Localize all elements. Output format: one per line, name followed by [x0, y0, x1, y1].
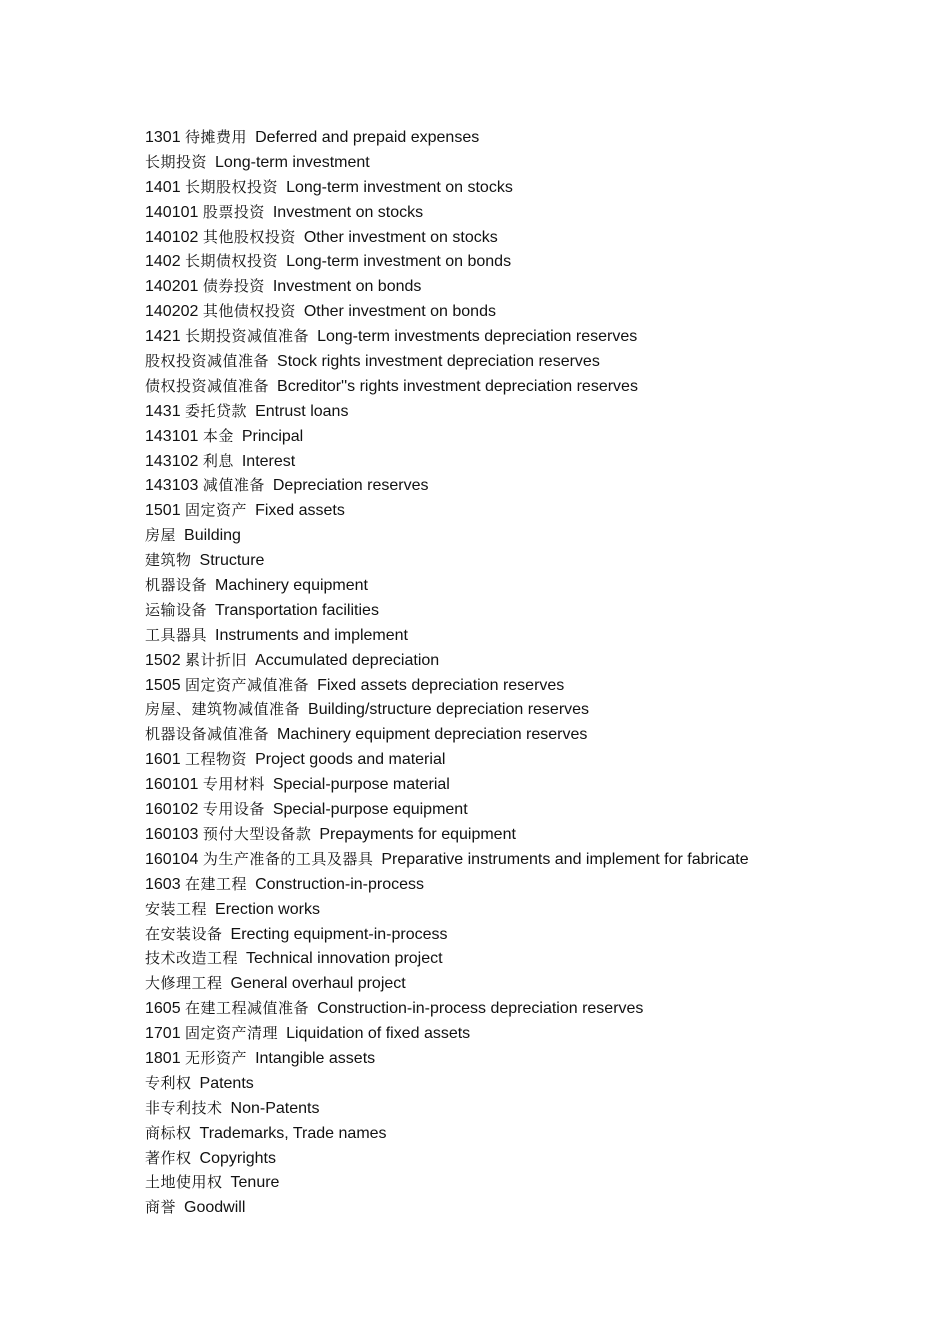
- account-name-english: Other investment on bonds: [303, 303, 496, 321]
- account-name-chinese: 工具器具: [145, 625, 208, 644]
- account-name-chinese: 固定资产: [185, 501, 248, 520]
- account-entry: [145, 324, 925, 349]
- account-entry: [145, 722, 925, 747]
- account-entry: [145, 1170, 925, 1195]
- account-name-english: Technical innovation project: [246, 950, 443, 968]
- account-entry: [145, 349, 925, 374]
- account-entry: [145, 523, 925, 548]
- account-name-english: Investment on bonds: [272, 278, 422, 296]
- account-name-english: Interest: [241, 452, 296, 470]
- account-entry: [145, 797, 925, 822]
- account-list: [145, 125, 925, 1220]
- account-entry: [145, 125, 925, 150]
- account-code: 1431: [145, 402, 181, 420]
- account-name-chinese: 商誉: [145, 1198, 177, 1217]
- account-name-chinese: 建筑物: [145, 551, 192, 570]
- account-name-english: Building: [184, 527, 241, 545]
- account-name-english: Special-purpose material: [272, 776, 450, 794]
- account-name-english: Non-Patents: [230, 1099, 320, 1117]
- account-name-chinese: 固定资产减值准备: [185, 675, 310, 694]
- account-name-english: Long-term investment: [215, 153, 370, 171]
- account-code: 1421: [145, 328, 181, 346]
- account-name-chinese: 房屋: [145, 526, 177, 545]
- account-entry: [145, 697, 925, 722]
- account-name-chinese: 机器设备减值准备: [145, 725, 270, 744]
- account-entry: [145, 623, 925, 648]
- account-name-chinese: 土地使用权: [145, 1173, 223, 1192]
- account-name-english: Machinery equipment: [215, 577, 368, 595]
- account-entry: [145, 1146, 925, 1171]
- account-name-english: Tenure: [230, 1174, 280, 1192]
- account-name-english: Stock rights investment depreciation reserves: [277, 353, 600, 371]
- account-entry: [145, 498, 925, 523]
- account-name-chinese: 商标权: [145, 1123, 192, 1142]
- account-code: 1603: [145, 875, 181, 893]
- account-name-chinese: 专用材料: [202, 775, 265, 794]
- account-code: 140101: [145, 203, 199, 221]
- account-name-chinese: 著作权: [145, 1148, 192, 1167]
- account-entry: [145, 249, 925, 274]
- account-name-english: Prepayments for equipment: [319, 825, 516, 843]
- account-name-english: Long-term investment on stocks: [286, 178, 513, 196]
- account-name-english: Instruments and implement: [215, 626, 408, 644]
- account-name-english: Bcreditor''s rights investment depreciation reserves: [277, 377, 638, 395]
- account-name-english: Fixed assets depreciation reserves: [317, 676, 565, 694]
- account-code: 1402: [145, 253, 181, 271]
- account-entry: [145, 374, 925, 399]
- account-name-chinese: 长期股权投资: [185, 177, 279, 196]
- account-entry: [145, 200, 925, 225]
- account-name-chinese: 无形资产: [185, 1048, 248, 1067]
- account-code: 143103: [145, 477, 199, 495]
- account-code: 160101: [145, 776, 199, 794]
- account-name-english: Liquidation of fixed assets: [286, 1025, 471, 1043]
- account-entry: [145, 274, 925, 299]
- account-entry: [145, 424, 925, 449]
- account-name-english: Trademarks, Trade names: [199, 1124, 387, 1142]
- account-name-chinese: 专利权: [145, 1073, 192, 1092]
- account-code: 140102: [145, 228, 199, 246]
- account-entry: [145, 1195, 925, 1220]
- account-name-chinese: 工程物资: [185, 750, 248, 769]
- account-name-chinese: 在安装设备: [145, 924, 223, 943]
- account-name-chinese: 累计折旧: [185, 650, 248, 669]
- account-name-chinese: 长期债权投资: [185, 252, 279, 271]
- account-entry: [145, 225, 925, 250]
- account-entry: [145, 175, 925, 200]
- account-name-chinese: 非专利技术: [145, 1098, 223, 1117]
- account-name-chinese: 安装工程: [145, 899, 208, 918]
- account-entry: [145, 299, 925, 324]
- account-code: 1605: [145, 1000, 181, 1018]
- account-name-english: Deferred and prepaid expenses: [255, 129, 480, 146]
- account-entry: [145, 1121, 925, 1146]
- account-name-english: Investment on stocks: [272, 203, 424, 221]
- account-code: 1601: [145, 751, 181, 769]
- account-name-chinese: 运输设备: [145, 600, 208, 619]
- account-name-chinese: 预付大型设备款: [202, 824, 312, 843]
- account-entry: [145, 772, 925, 797]
- account-name-chinese: 本金: [202, 426, 234, 445]
- account-entry: [145, 922, 925, 947]
- account-name-english: Construction-in-process: [255, 875, 425, 893]
- account-entry: [145, 747, 925, 772]
- account-entry: [145, 996, 925, 1021]
- account-entry: [145, 548, 925, 573]
- account-name-english: General overhaul project: [230, 975, 406, 993]
- account-entry: [145, 822, 925, 847]
- account-entry: [145, 399, 925, 424]
- account-entry: [145, 473, 925, 498]
- account-code: 160103: [145, 825, 199, 843]
- account-name-chinese: 债券投资: [202, 277, 265, 296]
- account-name-chinese: 在建工程: [185, 874, 248, 893]
- account-name-chinese: 债权投资减值准备: [145, 376, 270, 395]
- account-name-english: Intangible assets: [255, 1049, 376, 1067]
- account-name-english: Principal: [241, 427, 304, 445]
- account-name-chinese: 长期投资减值准备: [185, 327, 310, 346]
- account-entry: [145, 971, 925, 996]
- account-code: 1505: [145, 676, 181, 694]
- account-code: 140201: [145, 278, 199, 296]
- account-code: 1801: [145, 1049, 181, 1067]
- account-name-chinese: 机器设备: [145, 576, 208, 595]
- account-name-english: Erection works: [215, 900, 320, 918]
- account-code: 1502: [145, 651, 181, 669]
- account-name-english: Structure: [199, 552, 265, 570]
- account-entry: [145, 673, 925, 698]
- account-code: 1301: [145, 129, 181, 146]
- account-entry: [145, 648, 925, 673]
- account-name-chinese: 固定资产清理: [185, 1024, 279, 1043]
- account-name-chinese: 利息: [202, 451, 234, 470]
- account-entry: [145, 847, 925, 872]
- account-code: 143102: [145, 452, 199, 470]
- account-entry: [145, 449, 925, 474]
- account-name-english: Transportation facilities: [215, 601, 379, 619]
- account-name-english: Goodwill: [184, 1199, 246, 1217]
- account-code: 1401: [145, 178, 181, 196]
- account-name-english: Other investment on stocks: [303, 228, 498, 246]
- account-name-english: Patents: [199, 1074, 254, 1092]
- account-code: 160104: [145, 850, 199, 868]
- account-name-english: Depreciation reserves: [272, 477, 429, 495]
- account-entry: [145, 897, 925, 922]
- account-entry: [145, 1021, 925, 1046]
- account-code: 1701: [145, 1025, 181, 1043]
- account-name-chinese: 在建工程减值准备: [185, 999, 310, 1018]
- account-name-chinese: 大修理工程: [145, 974, 223, 993]
- account-code: 160102: [145, 801, 199, 819]
- account-entry: [145, 573, 925, 598]
- account-name-chinese: 委托贷款: [185, 401, 248, 420]
- account-name-english: Building/structure depreciation reserves: [308, 701, 590, 719]
- account-name-english: Preparative instruments and implement for fabricate: [381, 850, 749, 868]
- account-name-english: Machinery equipment depreciation reserves: [277, 726, 588, 744]
- account-entry: [145, 1071, 925, 1096]
- account-code: 1501: [145, 502, 181, 520]
- account-name-chinese: 减值准备: [202, 476, 265, 495]
- account-code: 140202: [145, 303, 199, 321]
- account-name-chinese: 股权投资减值准备: [145, 352, 270, 371]
- account-name-chinese: 专用设备: [202, 800, 265, 819]
- account-name-chinese: 股票投资: [202, 202, 265, 221]
- account-name-english: Long-term investments depreciation reserves: [317, 328, 638, 346]
- account-name-chinese: 长期投资: [145, 152, 208, 171]
- account-name-english: Entrust loans: [255, 402, 349, 420]
- account-name-english: Project goods and material: [255, 751, 446, 769]
- account-code: 143101: [145, 427, 199, 445]
- account-name-chinese: 其他股权投资: [202, 227, 296, 246]
- account-name-english: Special-purpose equipment: [272, 801, 468, 819]
- account-name-chinese: 房屋、建筑物减值准备: [145, 700, 301, 719]
- account-entry: [145, 1046, 925, 1071]
- account-name-english: Fixed assets: [255, 502, 345, 520]
- account-entry: [145, 1096, 925, 1121]
- account-name-english: Construction-in-process depreciation reserves: [317, 1000, 644, 1018]
- account-entry: [145, 150, 925, 175]
- account-name-chinese: 为生产准备的工具及器具: [202, 849, 374, 868]
- account-entry: [145, 946, 925, 971]
- account-name-chinese: 其他债权投资: [202, 302, 296, 321]
- account-name-chinese: 技术改造工程: [145, 949, 239, 968]
- account-entry: [145, 872, 925, 897]
- account-name-english: Accumulated depreciation: [255, 651, 440, 669]
- account-entry: [145, 598, 925, 623]
- account-name-english: Long-term investment on bonds: [286, 253, 512, 271]
- account-name-english: Erecting equipment-in-process: [230, 925, 448, 943]
- account-name-chinese: 待摊费用: [185, 128, 248, 146]
- account-name-english: Copyrights: [199, 1149, 276, 1167]
